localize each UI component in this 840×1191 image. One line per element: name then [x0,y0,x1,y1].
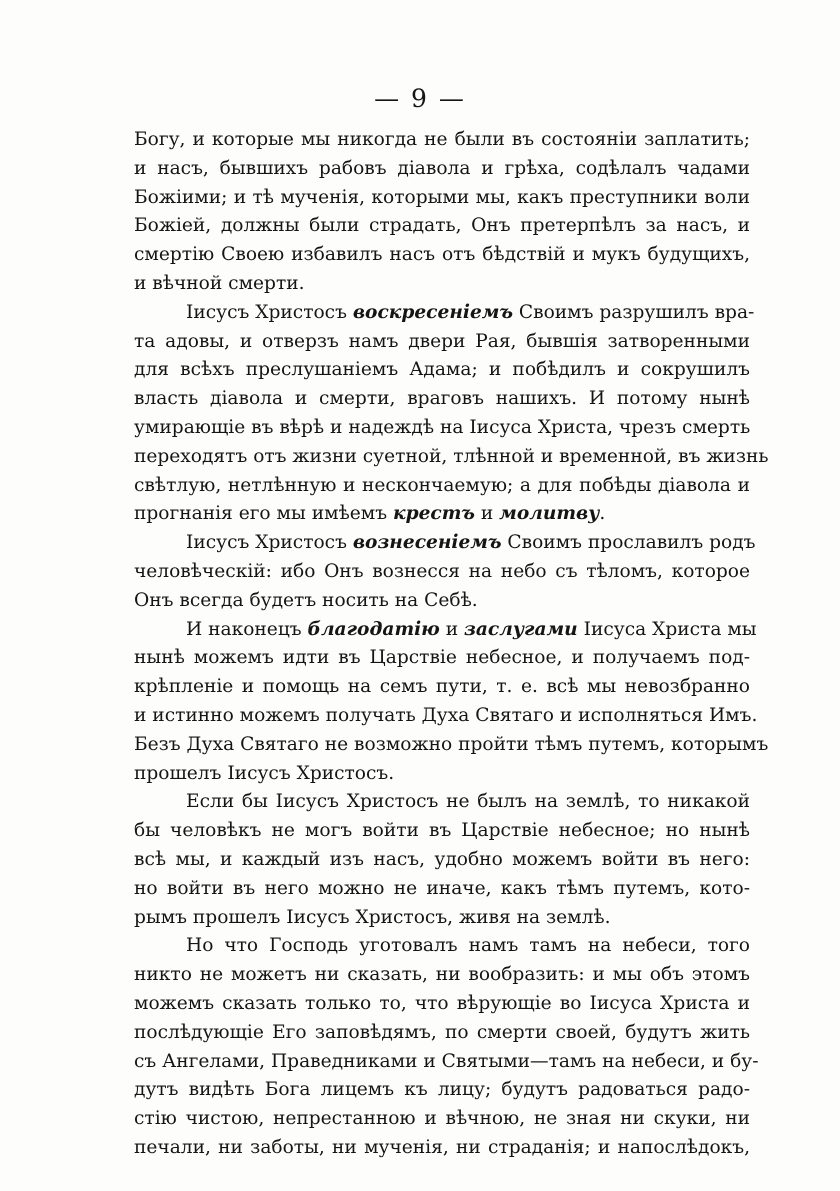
text-line: человѣческій: ибо Онъ вознесся на небо съ тѣломъ, которое [134,560,750,582]
text-line: смертію Своею избавилъ насъ отъ бѣдствій и мукъ будущихъ, [134,244,750,266]
text-line: и насъ, бывшихъ рабовъ діавола и грѣха, содѣлалъ чадами [134,157,750,179]
text-line: стію чистою, непрестанною и вѣчною, не зная ни скуки, ни [134,1108,750,1130]
page-number: — 9 — [374,84,466,113]
emphasis: благодатію [307,618,440,640]
text-line: бы человѣкъ не могъ войти въ Царствіе небесное; но нынѣ [134,820,750,842]
text-run: И наконецъ [186,618,308,640]
text-line: умирающіе въ вѣрѣ и надеждѣ на Іисуса Христа, чрезъ смерть [134,416,751,438]
emphasis: вознесеніемъ [352,532,502,554]
text-run: Іисусъ Христосъ [186,301,353,323]
text-line: Божіей, должны были страдать, Онъ претерпѣлъ за насъ, и [134,215,750,237]
text-line: всѣ мы, и каждый изъ насъ, удобно можемъ войти въ него: [134,848,750,870]
text-line: Богу, и которые мы никогда не были въ состояніи заплатить; [134,129,750,150]
text-line: власть діавола и смерти, враговъ нашихъ. И потому нынѣ [134,388,750,410]
text-run: прогнанія его мы имѣемъ [134,503,393,525]
text-line: переходятъ отъ жизни суетной, тлѣнной и временной, въ жизнь [134,445,769,467]
text-line: дутъ видѣть Бога лицемъ къ лицу; будутъ радоваться радо- [134,1079,750,1101]
text-line: печали, ни заботы, ни мученія, ни страданія; и напослѣдокъ, [134,1136,750,1158]
text-run: и [439,618,465,640]
text-line: Онъ всегда будетъ носить на Себѣ. [134,589,478,611]
text-line: послѣдующіе Его заповѣдямъ, по смерти своей, будутъ жить [134,1021,750,1043]
text-line: и истинно можемъ получать Духа Святаго и исполняться Имъ. [134,704,758,726]
text-line [134,529,756,558]
text-line: и вѣчной смерти. [134,272,305,294]
text-line: Божіими; и тѣ мученія, которыми мы, какъ преступники воли [134,186,750,208]
text-line: прошелъ Іисусъ Христосъ. [134,762,395,784]
text-run: Своимъ разрушилъ вра- [512,301,755,323]
text-line: но войти въ него можно не иначе, какъ тѣмъ путемъ, кото- [134,877,750,899]
text-line: рымъ прошелъ Іисусъ Христосъ, живя на землѣ. [134,906,611,928]
text-line: Если бы Іисусъ Христосъ не былъ на землѣ, то никакой [186,791,750,813]
text-line: для всѣхъ преслушаніемъ Адама; и побѣдилъ и сокрушилъ [134,359,750,381]
text-line: Но что Господь уготовалъ намъ тамъ на небеси, того [186,935,750,957]
text-line: свѣтлую, нетлѣнную и нескончаемую; а для побѣды діавола и [134,474,750,496]
text-run: и [474,503,500,525]
emphasis: заслугами [464,618,578,640]
text-line: нынѣ можемъ идти въ Царствіе небесное, и получаемъ под- [134,647,750,669]
text-line: никто не можетъ ни сказать, ни вообразить: и мы объ этомъ [134,964,750,986]
text-line [134,616,757,645]
body-text [134,126,769,1163]
text-line: Безъ Духа Святаго не возможно пройти тѣмъ путемъ, которымъ [134,733,769,755]
text-line: можемъ сказать только то, что вѣрующіе во Іисуса Христа и [134,992,750,1014]
text-run: . [599,503,606,525]
text-run: Іисуса Христа мы [577,618,757,640]
text-line: крѣпленіе и помощь на семъ пути, т. е. всѣ мы невозбранно [134,676,750,698]
text-run: Іисусъ Христосъ [186,532,353,554]
text-run: Своимъ прославилъ родъ [501,532,756,554]
text-line: та адовы, и отверзъ намъ двери Рая, бывшія затворенными [134,330,750,352]
emphasis: воскресеніемъ [352,301,513,323]
text-line [134,299,755,328]
text-line [134,500,750,529]
emphasis: крестъ [393,503,475,525]
text-line: съ Ангелами, Праведниками и Святыми—тамъ на небеси, и бу- [134,1050,759,1072]
emphasis: молитву [499,503,600,525]
